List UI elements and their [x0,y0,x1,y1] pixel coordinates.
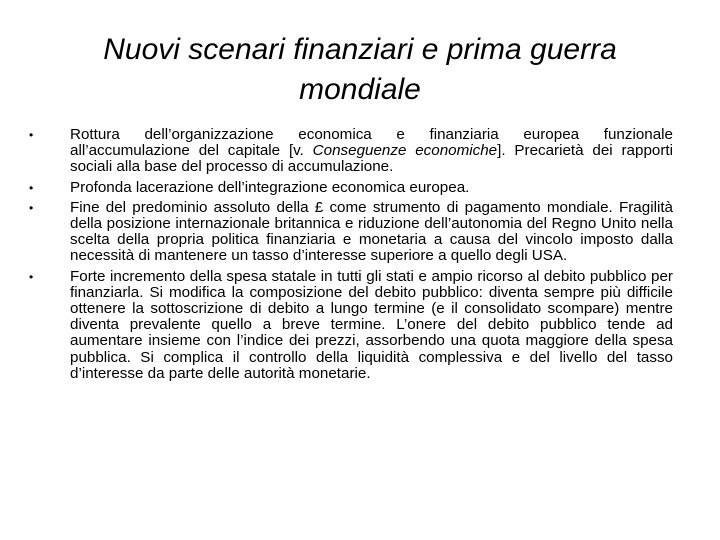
bullet-item-1 [29,127,673,176]
bullet-text-1-italic: Conseguenze economiche [312,142,498,160]
bullet-list [29,127,673,382]
bullet-dot-icon: • [29,180,34,195]
bullet-dot-icon: • [29,200,34,215]
bullet-item-4 [29,269,673,382]
slide-title: Nuovi scenari finanziari e prima guerra mondiale [103,33,617,106]
bullet-text-2: Profonda lacerazione dell’integrazione economica europea. [70,178,470,196]
bullet-dot-icon: • [29,128,34,142]
bullet-dot-icon: • [29,269,34,284]
bullet-item-2 [29,180,673,196]
bullet-text-3: Fine del predominio assoluto della £ come strumento di pagamento mondiale. Fragilità della posizione internazionale britannica e riduzione dell’autonomia del Regno Unito nella scelta della propria politica finanziaria e monetaria a causa del vincolo imposto dalla necessità di mantenere un tasso d’interesse superiore a quello degli USA. [70,198,673,265]
bullet-text-1 [70,126,673,175]
bullet-text-1-end: ]. Precarietà dei rapporti sociali alla base del processo di accumulazione. [70,142,673,176]
bullet-text-4: Forte incremento della spesa statale in tutti gli stati e ampio ricorso al debito pubblico per finanziarla. Si modifica la composizione del debito pubblico: diventa sempre più difficile ottenere la sottoscrizione di debito a lungo termine (e il consolidato scompare) mentre diventa prevalente quello a breve termine. L’onere del debito pubblico tende ad aumentare insieme con l’indice dei prezzi, assorbendo una quota maggiore della spesa pubblica. Si complica il controllo della liquidità complessiva e del livello del tasso d’interesse da parte delle autorità monetarie. [70,267,673,382]
bullet-item-3 [29,200,673,265]
bullet-text-1-start: Rottura dell’organizzazione economica e finanziaria europea funzionale all’accumulazione del capitale [v. [70,126,673,160]
